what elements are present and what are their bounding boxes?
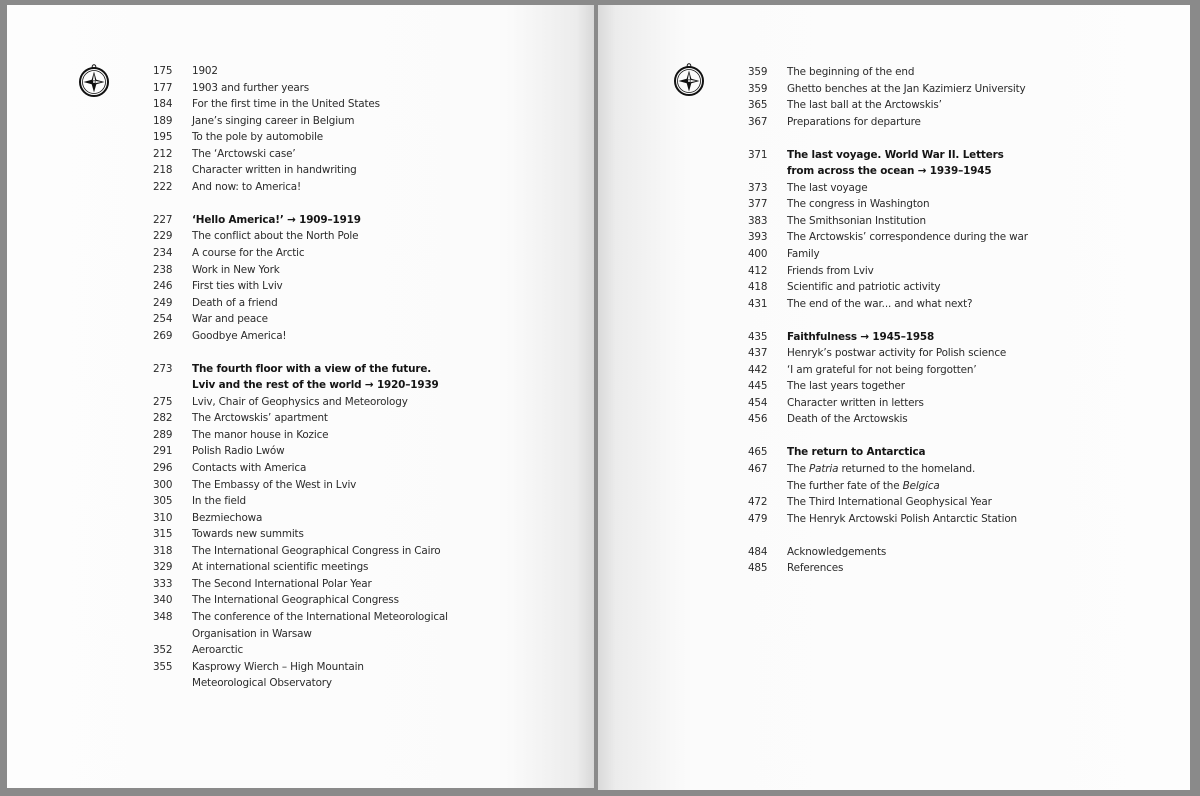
toc-title: In the field (192, 495, 246, 508)
toc-page-number: 367 (748, 115, 768, 128)
toc-entry[interactable] (153, 80, 573, 97)
toc-title: Aeroarctic (192, 644, 244, 657)
toc-title: The last years together (787, 380, 905, 393)
toc-entry[interactable] (748, 544, 1168, 561)
toc-title-line: Lviv and the rest of the world → 1920–1939 (192, 379, 439, 392)
toc-title-italic: Belgica (902, 479, 940, 492)
toc-page-number: 383 (748, 214, 768, 227)
toc-page-number: 227 (153, 213, 173, 226)
toc-page-number: 296 (153, 462, 173, 475)
toc-chapter-title: The return to Antarctica (787, 446, 926, 459)
toc-page-number: 249 (153, 296, 173, 309)
toc-entry[interactable] (748, 411, 1168, 428)
toc-entry[interactable] (153, 410, 573, 427)
toc-page-number: 329 (153, 561, 173, 574)
toc-entry[interactable] (748, 213, 1168, 230)
toc-entry[interactable] (153, 311, 573, 328)
toc-page-number: 333 (153, 577, 173, 590)
toc-list-left (153, 63, 573, 692)
toc-entry[interactable] (748, 362, 1168, 379)
toc-title: Goodbye America! (192, 329, 287, 342)
toc-list-right (748, 64, 1168, 577)
toc-chapter-title (787, 147, 1168, 180)
toc-page-number: 318 (153, 544, 173, 557)
toc-page-number: 175 (153, 65, 173, 77)
toc-page-number: 282 (153, 412, 173, 425)
toc-title: Death of a friend (192, 296, 278, 309)
toc-entry[interactable] (748, 246, 1168, 263)
toc-page-number: 445 (748, 380, 768, 393)
right-page (598, 5, 1190, 790)
toc-entry[interactable] (153, 146, 573, 163)
toc-entry[interactable] (153, 328, 573, 345)
toc-entry[interactable] (748, 196, 1168, 213)
toc-entry[interactable] (153, 609, 573, 642)
toc-title: References (787, 562, 844, 575)
toc-title: The Embassy of the West in Lviv (192, 478, 357, 491)
toc-page-number: 359 (748, 66, 768, 78)
toc-page-number: 291 (153, 445, 173, 458)
toc-title: Preparations for departure (787, 115, 921, 128)
toc-entry[interactable] (153, 659, 573, 692)
toc-title: And now: to America! (192, 180, 302, 193)
toc-title-line: The fourth floor with a view of the future. (192, 362, 432, 375)
toc-entry[interactable] (153, 576, 573, 593)
toc-title-line: The last voyage. World War II. Letters (787, 148, 1004, 161)
toc-page-number: 300 (153, 478, 173, 491)
toc-entry[interactable] (153, 592, 573, 609)
toc-title: For the first time in the United States (192, 98, 380, 111)
toc-entry[interactable] (748, 461, 1168, 494)
toc-entry[interactable] (748, 296, 1168, 313)
toc-title: ‘I am grateful for not being forgotten’ (787, 363, 977, 376)
toc-title: 1903 and further years (192, 81, 310, 94)
toc-title-line: Meteorological Observatory (192, 677, 332, 690)
toc-entry[interactable] (153, 526, 573, 543)
toc-title: Friends from Lviv (787, 264, 874, 277)
toc-page-number: 246 (153, 280, 173, 293)
toc-chapter-title: ‘Hello America!’ → 1909–1919 (192, 213, 361, 226)
toc-page-number: 365 (748, 99, 768, 112)
toc-title (787, 461, 1168, 494)
toc-page-number: 352 (153, 644, 173, 657)
toc-page-number: 189 (153, 114, 173, 127)
toc-entry[interactable] (153, 113, 573, 130)
toc-chapter-heading[interactable] (748, 147, 1168, 180)
toc-title: The International Geographical Congress in Cairo (192, 544, 441, 557)
toc-page-number: 340 (153, 594, 173, 607)
toc-entry[interactable] (153, 460, 573, 477)
left-page (7, 5, 594, 788)
toc-entry[interactable] (153, 179, 573, 196)
toc-page-number: 238 (153, 263, 173, 276)
toc-title: Character written in letters (787, 396, 924, 409)
toc-page-number: 222 (153, 180, 173, 193)
toc-page-number: 218 (153, 164, 173, 177)
toc-entry[interactable] (153, 129, 573, 146)
toc-page-number: 371 (748, 148, 768, 161)
toc-title: The Arctowskis’ apartment (192, 412, 328, 425)
toc-entry[interactable] (153, 262, 573, 279)
toc-title-text: The further fate of the (787, 479, 903, 492)
toc-entry[interactable] (153, 96, 573, 113)
toc-entry[interactable] (153, 477, 573, 494)
toc-entry[interactable] (153, 510, 573, 527)
toc-title: Ghetto benches at the Jan Kazimierz University (787, 82, 1026, 95)
toc-page-number: 254 (153, 313, 173, 326)
toc-page-number: 456 (748, 413, 768, 426)
toc-title: The International Geographical Congress (192, 594, 399, 607)
toc-title: The Smithsonian Institution (787, 214, 926, 227)
toc-title: The Henryk Arctowski Polish Antarctic Station (787, 512, 1017, 525)
toc-entry[interactable] (748, 263, 1168, 280)
toc-title: War and peace (192, 313, 268, 326)
toc-chapter-heading[interactable] (748, 444, 1168, 461)
toc-chapter-title: Faithfulness → 1945–1958 (787, 330, 935, 343)
toc-page-number: 289 (153, 428, 173, 441)
toc-entry[interactable] (748, 81, 1168, 98)
toc-title: Character written in handwriting (192, 164, 357, 177)
toc-title (192, 609, 573, 642)
toc-title-line (787, 461, 1168, 478)
toc-title: Work in New York (192, 263, 280, 276)
toc-page-number: 484 (748, 545, 768, 558)
toc-page-number: 310 (153, 511, 173, 524)
toc-page-number: 348 (153, 610, 173, 623)
toc-entry[interactable] (153, 162, 573, 179)
toc-title-italic: Patria (809, 462, 839, 475)
toc-title: The end of the war... and what next? (787, 297, 973, 310)
toc-title: Contacts with America (192, 462, 307, 475)
toc-title-line: from across the ocean → 1939–1945 (787, 165, 992, 178)
toc-entry[interactable] (153, 63, 573, 80)
toc-page-number: 229 (153, 230, 173, 243)
toc-entry[interactable] (748, 560, 1168, 577)
toc-entry[interactable] (153, 228, 573, 245)
toc-title: The ‘Arctowski case’ (192, 147, 296, 160)
toc-page-number: 273 (153, 362, 173, 375)
toc-page-number: 184 (153, 98, 173, 111)
toc-title: Henryk’s postwar activity for Polish science (787, 347, 1007, 360)
toc-entry[interactable] (153, 642, 573, 659)
toc-chapter-heading[interactable] (153, 212, 573, 229)
toc-entry[interactable] (748, 97, 1168, 114)
toc-title-line: The conference of the International Meteorological (192, 610, 448, 623)
toc-page-number: 269 (153, 329, 173, 342)
toc-page-number: 400 (748, 247, 768, 260)
toc-page-number: 359 (748, 82, 768, 95)
toc-entry[interactable] (748, 395, 1168, 412)
toc-page-number: 234 (153, 246, 173, 259)
toc-title-text: The (787, 462, 810, 475)
toc-title: At international scientific meetings (192, 561, 369, 574)
toc-title-line (787, 478, 1168, 495)
toc-page-number: 442 (748, 363, 768, 376)
toc-entry[interactable] (748, 378, 1168, 395)
toc-page-number: 465 (748, 446, 768, 459)
toc-page-number: 177 (153, 81, 173, 94)
toc-page-number: 435 (748, 330, 768, 343)
toc-entry[interactable] (748, 180, 1168, 197)
toc-title: Death of the Arctowskis (787, 413, 908, 426)
toc-entry[interactable] (748, 494, 1168, 511)
toc-page-number: 454 (748, 396, 768, 409)
toc-entry[interactable] (748, 64, 1168, 81)
toc-page-number: 467 (748, 462, 768, 475)
toc-title: Acknowledgements (787, 545, 887, 558)
toc-title: First ties with Lviv (192, 280, 283, 293)
toc-entry[interactable] (748, 345, 1168, 362)
toc-title: 1902 (192, 65, 218, 77)
toc-title (192, 659, 573, 692)
toc-chapter-title (192, 361, 573, 394)
toc-entry[interactable] (153, 559, 573, 576)
compass-rose-icon (77, 64, 111, 98)
toc-entry[interactable] (748, 229, 1168, 246)
toc-title-line: Kasprowy Wierch – High Mountain (192, 660, 364, 673)
toc-entry[interactable] (748, 511, 1168, 528)
toc-page-number: 355 (153, 660, 173, 673)
toc-entry[interactable] (153, 493, 573, 510)
toc-entry[interactable] (153, 278, 573, 295)
toc-title: To the pole by automobile (192, 131, 324, 144)
toc-page-number: 315 (153, 528, 173, 541)
toc-page-number: 485 (748, 562, 768, 575)
toc-page-number: 377 (748, 198, 768, 211)
toc-title: The manor house in Kozice (192, 428, 329, 441)
toc-page-number: 195 (153, 131, 173, 144)
toc-chapter-heading[interactable] (748, 329, 1168, 346)
toc-title: A course for the Arctic (192, 246, 305, 259)
toc-title-text: returned to the homeland. (838, 462, 976, 475)
toc-page-number: 212 (153, 147, 173, 160)
toc-entry[interactable] (748, 114, 1168, 131)
toc-entry[interactable] (153, 245, 573, 262)
toc-title: The conflict about the North Pole (192, 230, 359, 243)
toc-page-number: 472 (748, 496, 768, 509)
toc-title: Bezmiechowa (192, 511, 263, 524)
toc-entry[interactable] (153, 427, 573, 444)
toc-page-number: 393 (748, 231, 768, 244)
toc-title: The last ball at the Arctowskis’ (787, 99, 942, 112)
toc-title: The Arctowskis’ correspondence during the war (787, 231, 1028, 244)
toc-title: Towards new summits (192, 528, 304, 541)
toc-title: The last voyage (787, 181, 868, 194)
toc-entry[interactable] (748, 279, 1168, 296)
toc-entry[interactable] (153, 543, 573, 560)
toc-entry[interactable] (153, 443, 573, 460)
toc-page-number: 275 (153, 395, 173, 408)
toc-page-number: 412 (748, 264, 768, 277)
toc-title: The Second International Polar Year (192, 577, 372, 590)
toc-page-number: 373 (748, 181, 768, 194)
toc-entry[interactable] (153, 295, 573, 312)
toc-page-number: 437 (748, 347, 768, 360)
toc-page-number: 431 (748, 297, 768, 310)
toc-title: Polish Radio Lwów (192, 445, 285, 458)
toc-title: Family (787, 247, 820, 260)
toc-title: The Third International Geophysical Year (787, 496, 992, 509)
toc-entry[interactable] (153, 394, 573, 411)
toc-page-number: 479 (748, 512, 768, 525)
toc-chapter-heading[interactable] (153, 361, 573, 394)
toc-title: Lviv, Chair of Geophysics and Meteorology (192, 395, 408, 408)
toc-title: Jane’s singing career in Belgium (192, 114, 355, 127)
toc-page-number: 418 (748, 281, 768, 294)
toc-title: The beginning of the end (787, 66, 915, 78)
toc-title: Scientific and patriotic activity (787, 281, 941, 294)
toc-page-number: 305 (153, 495, 173, 508)
toc-title-line: Organisation in Warsaw (192, 627, 312, 640)
toc-title: The congress in Washington (787, 198, 930, 211)
compass-rose-icon (672, 63, 706, 97)
